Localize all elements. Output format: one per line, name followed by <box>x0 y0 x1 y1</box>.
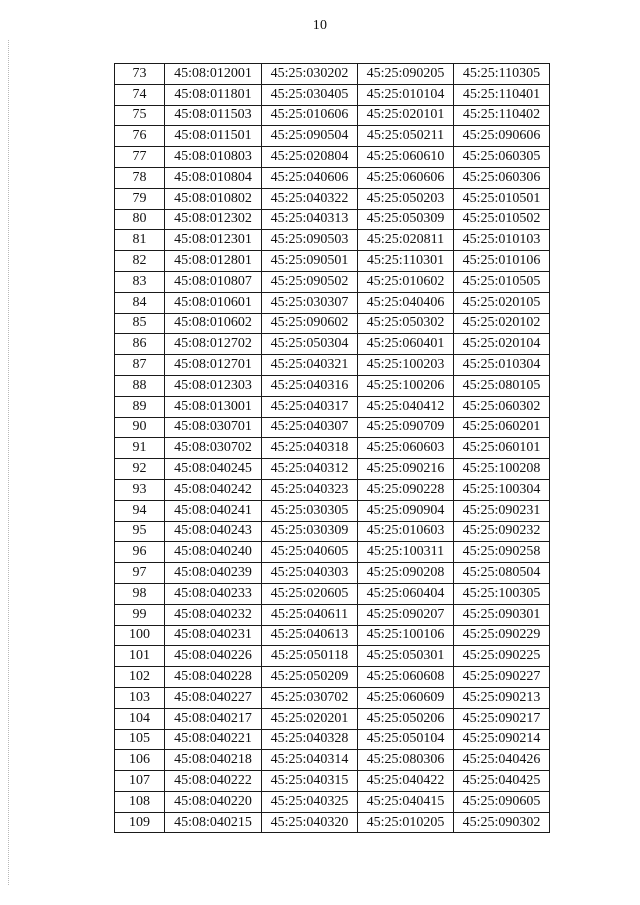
cadastral-number-cell: 45:25:010106 <box>454 251 550 272</box>
cadastral-number-cell: 45:25:040325 <box>262 791 358 812</box>
cadastral-number-cell: 45:25:060609 <box>358 687 454 708</box>
cadastral-number-cell: 45:08:012702 <box>165 334 262 355</box>
cadastral-number-cell: 45:25:060608 <box>358 667 454 688</box>
cadastral-number-cell: 45:25:040328 <box>262 729 358 750</box>
cadastral-number-cell: 45:25:050302 <box>358 313 454 334</box>
cadastral-number-cell: 45:08:030701 <box>165 417 262 438</box>
cadastral-number-cell: 45:08:040243 <box>165 521 262 542</box>
table-row <box>115 396 550 417</box>
row-number-cell: 86 <box>115 334 165 355</box>
cadastral-number-cell: 45:25:040314 <box>262 750 358 771</box>
cadastral-number-cell: 45:08:012301 <box>165 230 262 251</box>
cadastral-number-cell: 45:25:030305 <box>262 500 358 521</box>
cadastral-number-cell: 45:25:110401 <box>454 84 550 105</box>
cadastral-number-cell: 45:25:110402 <box>454 105 550 126</box>
cadastral-number-cell: 45:25:040406 <box>358 292 454 313</box>
cadastral-number-cell: 45:25:090501 <box>262 251 358 272</box>
row-number-cell: 79 <box>115 188 165 209</box>
table-row <box>115 209 550 230</box>
table-row <box>115 105 550 126</box>
cadastral-number-cell: 45:25:010505 <box>454 271 550 292</box>
cadastral-number-cell: 45:25:020804 <box>262 147 358 168</box>
table-row <box>115 708 550 729</box>
cadastral-number-cell: 45:25:060404 <box>358 583 454 604</box>
cadastral-number-cell: 45:08:011503 <box>165 105 262 126</box>
cadastral-number-cell: 45:25:100106 <box>358 625 454 646</box>
row-number-cell: 100 <box>115 625 165 646</box>
row-number-cell: 83 <box>115 271 165 292</box>
cadastral-number-cell: 45:25:090605 <box>454 791 550 812</box>
cadastral-number-cell: 45:25:080504 <box>454 563 550 584</box>
table-row <box>115 750 550 771</box>
row-number-cell: 97 <box>115 563 165 584</box>
cadastral-number-cell: 45:25:090227 <box>454 667 550 688</box>
row-number-cell: 88 <box>115 375 165 396</box>
cadastral-number-cell: 45:25:020605 <box>262 583 358 604</box>
cadastral-number-cell: 45:25:040317 <box>262 396 358 417</box>
table-row <box>115 334 550 355</box>
row-number-cell: 76 <box>115 126 165 147</box>
cadastral-number-cell: 45:08:010602 <box>165 313 262 334</box>
table-row <box>115 64 550 85</box>
row-number-cell: 98 <box>115 583 165 604</box>
cadastral-number-cell: 45:08:040232 <box>165 604 262 625</box>
cadastral-number-cell: 45:25:010606 <box>262 105 358 126</box>
table-row <box>115 459 550 480</box>
cadastral-number-cell: 45:25:040611 <box>262 604 358 625</box>
cadastral-number-cell: 45:25:040613 <box>262 625 358 646</box>
cadastral-number-cell: 45:25:100203 <box>358 355 454 376</box>
cadastral-number-cell: 45:08:012801 <box>165 251 262 272</box>
table-row <box>115 167 550 188</box>
cadastral-number-cell: 45:08:040233 <box>165 583 262 604</box>
row-number-cell: 82 <box>115 251 165 272</box>
row-number-cell: 91 <box>115 438 165 459</box>
cadastral-number-cell: 45:25:110301 <box>358 251 454 272</box>
row-number-cell: 96 <box>115 542 165 563</box>
cadastral-number-cell: 45:25:030202 <box>262 64 358 85</box>
cadastral-number-cell: 45:25:010502 <box>454 209 550 230</box>
table-row <box>115 667 550 688</box>
cadastral-number-cell: 45:08:010802 <box>165 188 262 209</box>
cadastral-number-cell: 45:25:040323 <box>262 479 358 500</box>
cadastral-number-cell: 45:08:012001 <box>165 64 262 85</box>
cadastral-number-cell: 45:25:060306 <box>454 167 550 188</box>
cadastral-number-cell: 45:08:040242 <box>165 479 262 500</box>
cadastral-number-cell: 45:25:040312 <box>262 459 358 480</box>
table-row <box>115 438 550 459</box>
row-number-cell: 90 <box>115 417 165 438</box>
table-row <box>115 84 550 105</box>
cadastral-number-cell: 45:25:090504 <box>262 126 358 147</box>
cadastral-number-cell: 45:25:040415 <box>358 791 454 812</box>
page-number: 10 <box>312 18 328 33</box>
table-row <box>115 646 550 667</box>
cadastral-number-cell: 45:25:030702 <box>262 687 358 708</box>
table-row <box>115 521 550 542</box>
cadastral-number-cell: 45:25:100304 <box>454 479 550 500</box>
table-row <box>115 188 550 209</box>
row-number-cell: 92 <box>115 459 165 480</box>
cadastral-number-cell: 45:25:090225 <box>454 646 550 667</box>
cadastral-number-cell: 45:25:040606 <box>262 167 358 188</box>
cadastral-number-cell: 45:25:060603 <box>358 438 454 459</box>
cadastral-number-cell: 45:25:090216 <box>358 459 454 480</box>
cadastral-number-cell: 45:08:040220 <box>165 791 262 812</box>
cadastral-number-cell: 45:25:040426 <box>454 750 550 771</box>
cadastral-number-cell: 45:08:040240 <box>165 542 262 563</box>
cadastral-number-cell: 45:08:040221 <box>165 729 262 750</box>
table-row <box>115 251 550 272</box>
cadastral-number-cell: 45:25:090301 <box>454 604 550 625</box>
cadastral-number-cell: 45:25:100208 <box>454 459 550 480</box>
cadastral-number-cell: 45:25:090606 <box>454 126 550 147</box>
cadastral-number-cell: 45:08:040226 <box>165 646 262 667</box>
cadastral-number-cell: 45:25:090217 <box>454 708 550 729</box>
table-row <box>115 126 550 147</box>
table-row <box>115 479 550 500</box>
cadastral-number-cell: 45:25:040322 <box>262 188 358 209</box>
table-row <box>115 771 550 792</box>
cadastral-number-cell: 45:25:040425 <box>454 771 550 792</box>
row-number-cell: 81 <box>115 230 165 251</box>
cadastral-number-cell: 45:08:012303 <box>165 375 262 396</box>
cadastral-number-cell: 45:25:020101 <box>358 105 454 126</box>
row-number-cell: 78 <box>115 167 165 188</box>
cadastral-number-cell: 45:25:050209 <box>262 667 358 688</box>
cadastral-number-cell: 45:25:090228 <box>358 479 454 500</box>
row-number-cell: 102 <box>115 667 165 688</box>
cadastral-number-cell: 45:25:030307 <box>262 292 358 313</box>
table-row <box>115 563 550 584</box>
cadastral-number-cell: 45:25:060201 <box>454 417 550 438</box>
table-row <box>115 313 550 334</box>
cadastral-number-cell: 45:08:040245 <box>165 459 262 480</box>
cadastral-number-cell: 45:25:030309 <box>262 521 358 542</box>
cadastral-number-cell: 45:25:040316 <box>262 375 358 396</box>
row-number-cell: 87 <box>115 355 165 376</box>
cadastral-number-cell: 45:25:040321 <box>262 355 358 376</box>
row-number-cell: 80 <box>115 209 165 230</box>
cadastral-number-cell: 45:08:012302 <box>165 209 262 230</box>
cadastral-number-cell: 45:08:040227 <box>165 687 262 708</box>
cadastral-number-cell: 45:25:050206 <box>358 708 454 729</box>
cadastral-number-cell: 45:25:050301 <box>358 646 454 667</box>
cadastral-number-cell: 45:25:060606 <box>358 167 454 188</box>
cadastral-number-cell: 45:25:090709 <box>358 417 454 438</box>
table-row <box>115 375 550 396</box>
cadastral-number-cell: 45:25:040307 <box>262 417 358 438</box>
row-number-cell: 84 <box>115 292 165 313</box>
table-row <box>115 417 550 438</box>
row-number-cell: 109 <box>115 812 165 833</box>
cadastral-number-cell: 45:25:040303 <box>262 563 358 584</box>
row-number-cell: 75 <box>115 105 165 126</box>
row-number-cell: 101 <box>115 646 165 667</box>
cadastral-number-cell: 45:25:090502 <box>262 271 358 292</box>
row-number-cell: 89 <box>115 396 165 417</box>
table-row <box>115 604 550 625</box>
row-number-cell: 105 <box>115 729 165 750</box>
row-number-cell: 94 <box>115 500 165 521</box>
cadastral-number-cell: 45:08:012701 <box>165 355 262 376</box>
cadastral-number-cell: 45:25:100305 <box>454 583 550 604</box>
cadastral-number-cell: 45:25:040412 <box>358 396 454 417</box>
cadastral-number-cell: 45:25:090231 <box>454 500 550 521</box>
cadastral-number-cell: 45:25:010103 <box>454 230 550 251</box>
cadastral-number-cell: 45:25:090213 <box>454 687 550 708</box>
table-row <box>115 687 550 708</box>
cadastral-number-cell: 45:25:030405 <box>262 84 358 105</box>
cadastral-number-cell: 45:25:100206 <box>358 375 454 396</box>
cadastral-number-cell: 45:25:010603 <box>358 521 454 542</box>
cadastral-number-cell: 45:25:090258 <box>454 542 550 563</box>
table-row <box>115 812 550 833</box>
cadastral-number-cell: 45:25:090602 <box>262 313 358 334</box>
cadastral-number-cell: 45:25:020201 <box>262 708 358 729</box>
cadastral-number-cell: 45:25:050304 <box>262 334 358 355</box>
row-number-cell: 104 <box>115 708 165 729</box>
cadastral-number-cell: 45:25:040422 <box>358 771 454 792</box>
cadastral-number-cell: 45:25:040605 <box>262 542 358 563</box>
row-number-cell: 95 <box>115 521 165 542</box>
cadastral-number-cell: 45:25:050104 <box>358 729 454 750</box>
cadastral-number-cell: 45:25:060101 <box>454 438 550 459</box>
cadastral-number-cell: 45:08:040217 <box>165 708 262 729</box>
table-row <box>115 355 550 376</box>
cadastral-number-cell: 45:25:010602 <box>358 271 454 292</box>
cadastral-number-cell: 45:25:010501 <box>454 188 550 209</box>
cadastral-number-cell: 45:25:100311 <box>358 542 454 563</box>
row-number-cell: 103 <box>115 687 165 708</box>
cadastral-number-cell: 45:25:020105 <box>454 292 550 313</box>
cadastral-number-cell: 45:25:090232 <box>454 521 550 542</box>
cadastral-number-cell: 45:25:090302 <box>454 812 550 833</box>
cadastral-number-cell: 45:08:040231 <box>165 625 262 646</box>
row-number-cell: 106 <box>115 750 165 771</box>
table-row <box>115 791 550 812</box>
row-number-cell: 108 <box>115 791 165 812</box>
cadastral-number-cell: 45:25:020104 <box>454 334 550 355</box>
cadastral-number-cell: 45:25:060401 <box>358 334 454 355</box>
table-row <box>115 292 550 313</box>
cadastral-number-cell: 45:08:040241 <box>165 500 262 521</box>
cadastral-number-cell: 45:25:090503 <box>262 230 358 251</box>
cadastral-number-cell: 45:08:030702 <box>165 438 262 459</box>
row-number-cell: 99 <box>115 604 165 625</box>
cadastral-number-cell: 45:25:050118 <box>262 646 358 667</box>
cadastral-number-cell: 45:08:010601 <box>165 292 262 313</box>
cadastral-number-cell: 45:08:040218 <box>165 750 262 771</box>
cadastral-number-cell: 45:25:040313 <box>262 209 358 230</box>
row-number-cell: 73 <box>115 64 165 85</box>
cadastral-number-cell: 45:25:080306 <box>358 750 454 771</box>
cadastral-number-cell: 45:25:040315 <box>262 771 358 792</box>
cadastral-number-cell: 45:08:040222 <box>165 771 262 792</box>
cadastral-number-cell: 45:25:040318 <box>262 438 358 459</box>
table-row <box>115 230 550 251</box>
cadastral-number-cell: 45:25:060610 <box>358 147 454 168</box>
row-number-cell: 107 <box>115 771 165 792</box>
cadastral-number-cell: 45:08:040239 <box>165 563 262 584</box>
table-row <box>115 147 550 168</box>
cadastral-number-cell: 45:25:090205 <box>358 64 454 85</box>
cadastral-number-cell: 45:25:090207 <box>358 604 454 625</box>
row-number-cell: 74 <box>115 84 165 105</box>
cadastral-number-cell: 45:25:020102 <box>454 313 550 334</box>
scan-edge-mark <box>8 40 9 885</box>
cadastral-number-cell: 45:25:010205 <box>358 812 454 833</box>
cadastral-number-cell: 45:08:040228 <box>165 667 262 688</box>
cadastral-number-cell: 45:08:011501 <box>165 126 262 147</box>
table-row <box>115 542 550 563</box>
table-row <box>115 625 550 646</box>
table-body <box>115 64 550 833</box>
cadastral-number-cell: 45:25:010304 <box>454 355 550 376</box>
cadastral-number-cell: 45:08:010804 <box>165 167 262 188</box>
cadastral-number-cell: 45:08:010807 <box>165 271 262 292</box>
cadastral-table <box>114 63 550 833</box>
cadastral-number-cell: 45:25:020811 <box>358 230 454 251</box>
cadastral-number-cell: 45:25:010104 <box>358 84 454 105</box>
cadastral-number-cell: 45:25:050203 <box>358 188 454 209</box>
row-number-cell: 85 <box>115 313 165 334</box>
cadastral-number-cell: 45:08:040215 <box>165 812 262 833</box>
cadastral-number-cell: 45:25:090229 <box>454 625 550 646</box>
cadastral-number-cell: 45:25:050211 <box>358 126 454 147</box>
cadastral-number-cell: 45:25:040320 <box>262 812 358 833</box>
cadastral-number-cell: 45:25:110305 <box>454 64 550 85</box>
row-number-cell: 77 <box>115 147 165 168</box>
cadastral-number-cell: 45:08:010803 <box>165 147 262 168</box>
cadastral-number-cell: 45:08:011801 <box>165 84 262 105</box>
cadastral-number-cell: 45:25:090208 <box>358 563 454 584</box>
row-number-cell: 93 <box>115 479 165 500</box>
cadastral-number-cell: 45:25:080105 <box>454 375 550 396</box>
table-row <box>115 500 550 521</box>
cadastral-number-cell: 45:25:050309 <box>358 209 454 230</box>
cadastral-number-cell: 45:25:060305 <box>454 147 550 168</box>
table-row <box>115 271 550 292</box>
cadastral-number-cell: 45:25:090214 <box>454 729 550 750</box>
cadastral-number-cell: 45:08:013001 <box>165 396 262 417</box>
table-row <box>115 583 550 604</box>
cadastral-number-cell: 45:25:090904 <box>358 500 454 521</box>
table-row <box>115 729 550 750</box>
cadastral-number-cell: 45:25:060302 <box>454 396 550 417</box>
